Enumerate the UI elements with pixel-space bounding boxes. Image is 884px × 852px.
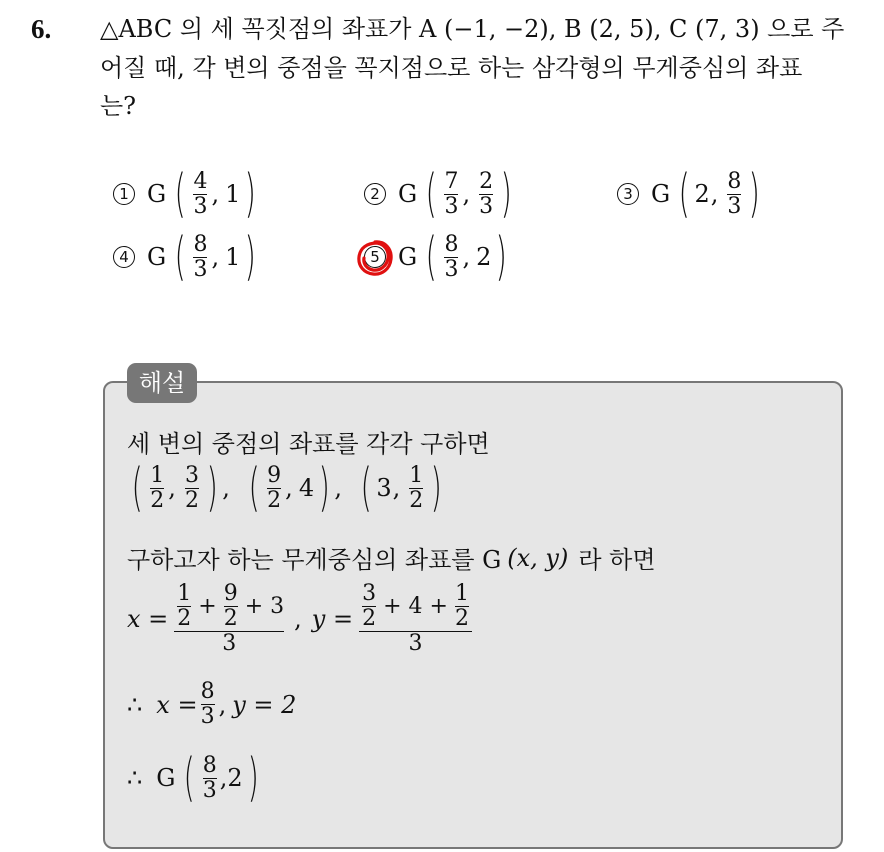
question-line-3: 는? xyxy=(100,92,137,120)
solution-therefore-2: ∴ G ( $\frac{8}{3}$ , 2 ) xyxy=(127,748,259,808)
choice-3[interactable]: 3 G ( 2 , $\frac{8}{3}$ ) xyxy=(617,168,765,220)
choice-mark-2: 2 xyxy=(364,183,386,205)
question-line-2: 어질 때, 각 변의 중점을 꼭지점으로 하는 삼각형의 무게중심의 좌표 xyxy=(100,54,803,82)
choice-4[interactable]: 4 G ( $\frac{8}{3}$ , 1 ) xyxy=(113,231,261,283)
choice-mark-5: 5 xyxy=(364,246,386,268)
question-number: 6. xyxy=(31,14,52,44)
choice-2-y: $\frac{2}{3}$ xyxy=(479,168,494,219)
choice-3-y: $\frac{8}{3}$ xyxy=(727,168,742,219)
solution-therefore-1: ∴ x = $\frac{8}{3}$ , y = 2 xyxy=(127,679,297,729)
choice-5[interactable]: 5 G ( $\frac{8}{3}$ , 2 ) xyxy=(364,231,512,283)
solution-line-3: 구하고자 하는 무게중심의 좌표를 G (x, y) 라 하면 xyxy=(127,543,656,574)
choice-4-x: $\frac{8}{3}$ xyxy=(193,231,208,282)
question-line-1: △ABC 의 세 꼭짓점의 좌표가 A (−1, −2), B (2, 5), C (7, 3) 으로 주 xyxy=(100,15,845,43)
solution-equations: x = $\frac{1}{2}$ + $\frac{9}{2}$ + 3 3 , y = $\frac{3}{2}$ + 4 + $\frac{1}{2}$ 3 xyxy=(127,582,478,656)
choice-1-x: $\frac{4}{3}$ xyxy=(193,168,208,219)
solution-line-1: 세 변의 중점의 좌표를 각각 구하면 xyxy=(127,430,490,458)
choice-mark-3: 3 xyxy=(617,183,639,205)
choice-2-x: $\frac{7}{3}$ xyxy=(444,168,459,219)
choice-mark-4: 4 xyxy=(113,246,135,268)
answer-circle-mark xyxy=(355,238,395,278)
choice-1[interactable]: 1 G ( $\frac{4}{3}$ , 1 ) xyxy=(113,168,261,220)
choice-mark-1: 1 xyxy=(113,183,135,205)
choice-2[interactable]: 2 G ( $\frac{7}{3}$ , $\frac{2}{3}$ ) xyxy=(364,168,516,220)
solution-midpoints: ( $\frac{1}{2}$ , $\frac{3}{2}$ ) , ( $\frac{9}{2}$ , 4 ) , ( 3 , $\frac{1}{2}$ ) xyxy=(131,458,442,518)
choice-5-x: $\frac{8}{3}$ xyxy=(444,231,459,282)
solution-tag: 해설 xyxy=(127,363,197,403)
